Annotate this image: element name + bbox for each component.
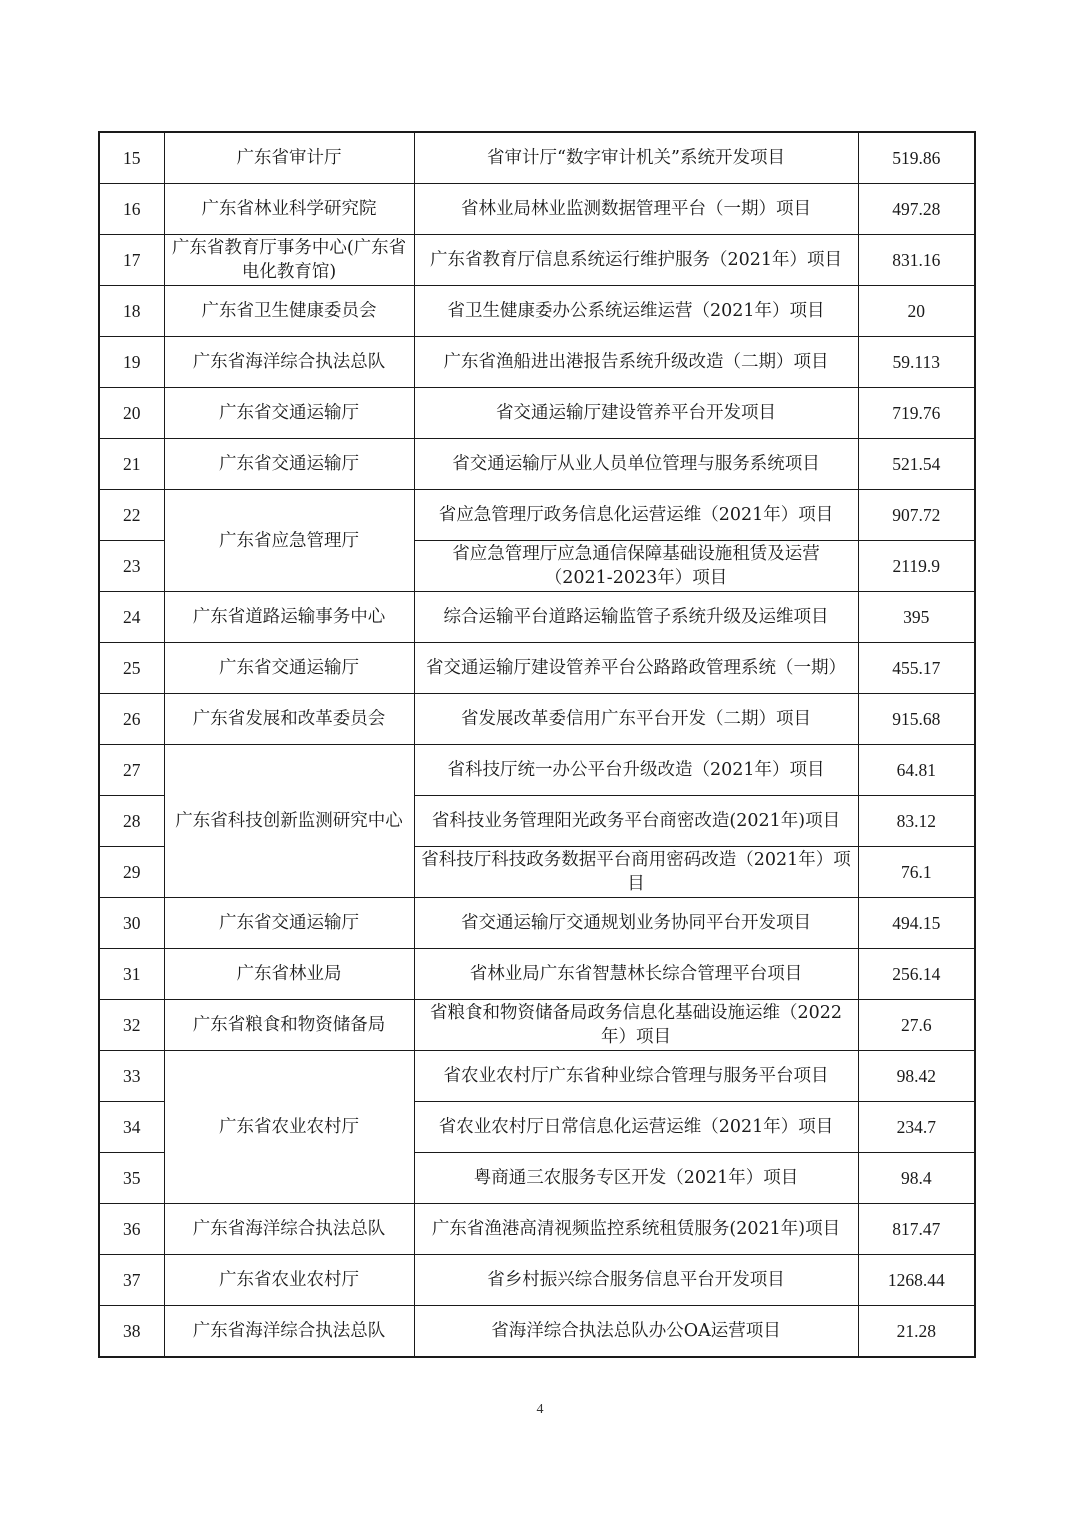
- table-row: [99, 1306, 975, 1358]
- row-number: 28: [99, 796, 164, 847]
- unit-cell: 广东省海洋综合执法总队: [164, 1306, 414, 1358]
- table-row: [99, 490, 975, 541]
- row-number: 32: [99, 1000, 164, 1051]
- table-row: [99, 235, 975, 286]
- table-row: [99, 949, 975, 1000]
- project-cell: 省科技厅统一办公平台升级改造（2021年）项目: [414, 745, 858, 796]
- project-cell: 省交通运输厅建设管养平台开发项目: [414, 388, 858, 439]
- project-cell: 省农业农村厅日常信息化运营运维（2021年）项目: [414, 1102, 858, 1153]
- table-row: [99, 286, 975, 337]
- row-number: 33: [99, 1051, 164, 1102]
- amount-cell: 98.42: [858, 1051, 975, 1102]
- amount-cell: 395: [858, 592, 975, 643]
- amount-cell: 2119.9: [858, 541, 975, 592]
- unit-cell: 广东省海洋综合执法总队: [164, 1204, 414, 1255]
- project-cell: 省科技业务管理阳光政务平台商密改造(2021年)项目: [414, 796, 858, 847]
- row-number: 26: [99, 694, 164, 745]
- unit-cell: 广东省林业科学研究院: [164, 184, 414, 235]
- row-number: 15: [99, 132, 164, 184]
- unit-cell-merged: 广东省农业农村厅: [164, 1051, 414, 1204]
- project-cell: 广东省渔港高清视频监控系统租赁服务(2021年)项目: [414, 1204, 858, 1255]
- amount-cell: 21.28: [858, 1306, 975, 1358]
- project-cell: 粤商通三农服务专区开发（2021年）项目: [414, 1153, 858, 1204]
- amount-cell: 817.47: [858, 1204, 975, 1255]
- table-row: [99, 898, 975, 949]
- row-number: 20: [99, 388, 164, 439]
- row-number: 37: [99, 1255, 164, 1306]
- unit-cell: 广东省交通运输厅: [164, 643, 414, 694]
- project-cell: 综合运输平台道路运输监管子系统升级及运维项目: [414, 592, 858, 643]
- table-row: [99, 184, 975, 235]
- amount-cell: 831.16: [858, 235, 975, 286]
- project-cell: 省应急管理厅应急通信保障基础设施租赁及运营（2021-2023年）项目: [414, 541, 858, 592]
- project-cell: 省交通运输厅交通规划业务协同平台开发项目: [414, 898, 858, 949]
- table-row: [99, 592, 975, 643]
- row-number: 17: [99, 235, 164, 286]
- unit-cell: 广东省发展和改革委员会: [164, 694, 414, 745]
- row-number: 35: [99, 1153, 164, 1204]
- amount-cell: 519.86: [858, 132, 975, 184]
- amount-cell: 1268.44: [858, 1255, 975, 1306]
- table-row: [99, 337, 975, 388]
- amount-cell: 98.4: [858, 1153, 975, 1204]
- amount-cell: 27.6: [858, 1000, 975, 1051]
- amount-cell: 719.76: [858, 388, 975, 439]
- amount-cell: 76.1: [858, 847, 975, 898]
- row-number: 16: [99, 184, 164, 235]
- amount-cell: 455.17: [858, 643, 975, 694]
- unit-cell: 广东省卫生健康委员会: [164, 286, 414, 337]
- project-table-body: [99, 132, 975, 1357]
- unit-cell: 广东省交通运输厅: [164, 898, 414, 949]
- row-number: 21: [99, 439, 164, 490]
- unit-cell: 广东省海洋综合执法总队: [164, 337, 414, 388]
- unit-cell-merged: 广东省应急管理厅: [164, 490, 414, 592]
- row-number: 18: [99, 286, 164, 337]
- project-cell: 省交通运输厅建设管养平台公路路政管理系统（一期）: [414, 643, 858, 694]
- row-number: 29: [99, 847, 164, 898]
- unit-cell: 广东省交通运输厅: [164, 388, 414, 439]
- table-row: [99, 643, 975, 694]
- project-cell: 省科技厅科技政务数据平台商用密码改造（2021年）项目: [414, 847, 858, 898]
- row-number: 23: [99, 541, 164, 592]
- row-number: 38: [99, 1306, 164, 1358]
- unit-cell: 广东省审计厅: [164, 132, 414, 184]
- project-cell: 省乡村振兴综合服务信息平台开发项目: [414, 1255, 858, 1306]
- unit-cell-merged: 广东省科技创新监测研究中心: [164, 745, 414, 898]
- amount-cell: 915.68: [858, 694, 975, 745]
- row-number: 19: [99, 337, 164, 388]
- unit-cell: 广东省粮食和物资储备局: [164, 1000, 414, 1051]
- amount-cell: 494.15: [858, 898, 975, 949]
- project-cell: 广东省教育厅信息系统运行维护服务（2021年）项目: [414, 235, 858, 286]
- unit-cell: 广东省林业局: [164, 949, 414, 1000]
- amount-cell: 83.12: [858, 796, 975, 847]
- row-number: 30: [99, 898, 164, 949]
- row-number: 27: [99, 745, 164, 796]
- project-cell: 广东省渔船进出港报告系统升级改造（二期）项目: [414, 337, 858, 388]
- row-number: 31: [99, 949, 164, 1000]
- amount-cell: 59.113: [858, 337, 975, 388]
- project-cell: 省海洋综合执法总队办公OA运营项目: [414, 1306, 858, 1358]
- amount-cell: 64.81: [858, 745, 975, 796]
- unit-cell: 广东省教育厅事务中心(广东省电化教育馆): [164, 235, 414, 286]
- amount-cell: 234.7: [858, 1102, 975, 1153]
- table-row: [99, 745, 975, 796]
- table-row: [99, 694, 975, 745]
- unit-cell: 广东省农业农村厅: [164, 1255, 414, 1306]
- project-cell: 省发展改革委信用广东平台开发（二期）项目: [414, 694, 858, 745]
- row-number: 24: [99, 592, 164, 643]
- table-row: [99, 1204, 975, 1255]
- table-row: [99, 388, 975, 439]
- amount-cell: 497.28: [858, 184, 975, 235]
- table-row: [99, 1051, 975, 1102]
- project-cell: 省粮食和物资储备局政务信息化基础设施运维（2022年）项目: [414, 1000, 858, 1051]
- amount-cell: 521.54: [858, 439, 975, 490]
- table-row: [99, 1255, 975, 1306]
- unit-cell: 广东省道路运输事务中心: [164, 592, 414, 643]
- table-row: [99, 1000, 975, 1051]
- amount-cell: 20: [858, 286, 975, 337]
- row-number: 25: [99, 643, 164, 694]
- table-row: [99, 132, 975, 184]
- table-row: [99, 439, 975, 490]
- row-number: 22: [99, 490, 164, 541]
- project-cell: 省卫生健康委办公系统运维运营（2021年）项目: [414, 286, 858, 337]
- amount-cell: 907.72: [858, 490, 975, 541]
- row-number: 34: [99, 1102, 164, 1153]
- project-cell: 省林业局广东省智慧林长综合管理平台项目: [414, 949, 858, 1000]
- project-cell: 省交通运输厅从业人员单位管理与服务系统项目: [414, 439, 858, 490]
- page-number: 4: [536, 1402, 544, 1417]
- amount-cell: 256.14: [858, 949, 975, 1000]
- unit-cell: 广东省交通运输厅: [164, 439, 414, 490]
- project-cell: 省林业局林业监测数据管理平台（一期）项目: [414, 184, 858, 235]
- project-cell: 省审计厅“数字审计机关”系统开发项目: [414, 132, 858, 184]
- project-table: [98, 131, 976, 1358]
- project-cell: 省应急管理厅政务信息化运营运维（2021年）项目: [414, 490, 858, 541]
- project-cell: 省农业农村厅广东省种业综合管理与服务平台项目: [414, 1051, 858, 1102]
- row-number: 36: [99, 1204, 164, 1255]
